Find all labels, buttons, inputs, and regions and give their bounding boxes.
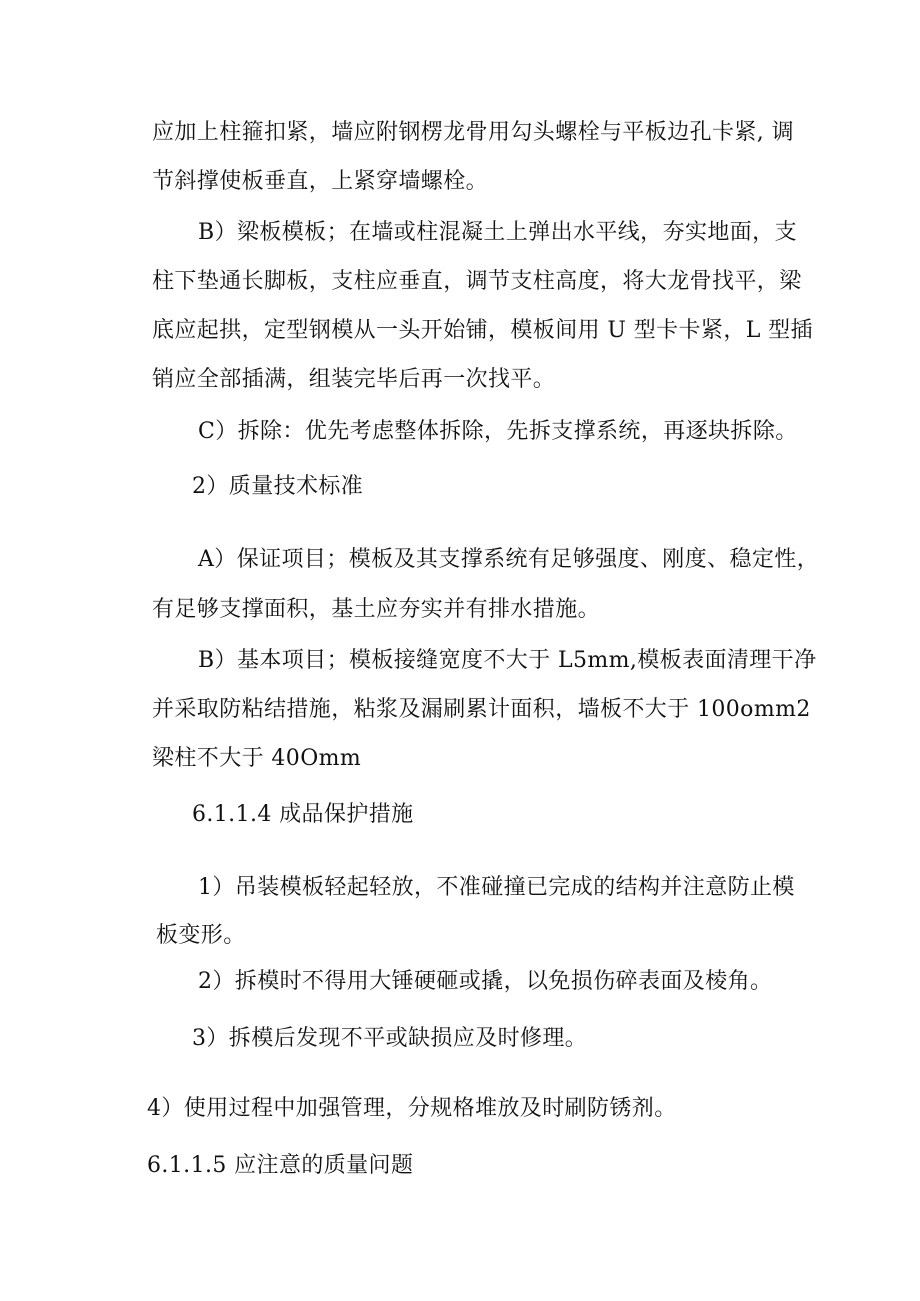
text-line: 4）使用过程中加强管理，分规格堆放及时刷防锈剂。 xyxy=(147,1096,677,1121)
section-heading: 6.1.1.5 应注意的质量问题 xyxy=(147,1153,414,1178)
text-line: 销应全部插满，组装完毕后再一次找平。 xyxy=(152,367,556,392)
text-line: A）保证项目；模板及其支撑系统有足够强度、刚度、稳定性， xyxy=(198,547,820,572)
text-line: 底应起拱，定型钢模从一头开始铺，模板间用 U 型卡卡紧，L 型插 xyxy=(152,318,813,343)
section-heading: 2）质量技术标准 xyxy=(192,474,364,499)
text-line: 应加上柱箍扣紧，墙应附钢楞龙骨用勾头螺栓与平板边孔卡紧, 调 xyxy=(152,120,794,145)
text-line: 1）吊装模板轻起轻放，不准碰撞已完成的结构并注意防止模 xyxy=(198,875,795,900)
text-line: 有足够支撑面积，基土应夯实并有排水措施。 xyxy=(152,597,601,622)
text-line: B）基本项目；模板接缝宽度不大于 L5mm,模板表面清理干净 xyxy=(198,648,817,673)
text-line: 节斜撑使板垂直，上紧穿墙螺栓。 xyxy=(152,169,489,194)
text-line: 并采取防粘结措施，粘浆及漏刷累计面积，墙板不大于 100omm2 xyxy=(152,697,811,722)
text-line: B）梁板模板；在墙或柱混凝土上弹出水平线，夯实地面，支 xyxy=(198,220,797,245)
text-line: 板变形。 xyxy=(156,923,246,948)
text-line: 2）拆模时不得用大锤硬砸或撬，以免损伤碎表面及棱角。 xyxy=(198,969,773,994)
text-line: 柱下垫通长脚板，支柱应垂直，调节支柱高度，将大龙骨找平，梁 xyxy=(152,269,802,294)
text-line: 梁柱不大于 40Omm xyxy=(152,746,362,771)
section-heading: 6.1.1.4 成品保护措施 xyxy=(192,802,414,827)
text-line: C）拆除：优先考虑整体拆除，先拆支撑系统，再逐块拆除。 xyxy=(198,419,798,444)
text-line: 3）拆模后发现不平或缺损应及时修理。 xyxy=(192,1026,588,1051)
